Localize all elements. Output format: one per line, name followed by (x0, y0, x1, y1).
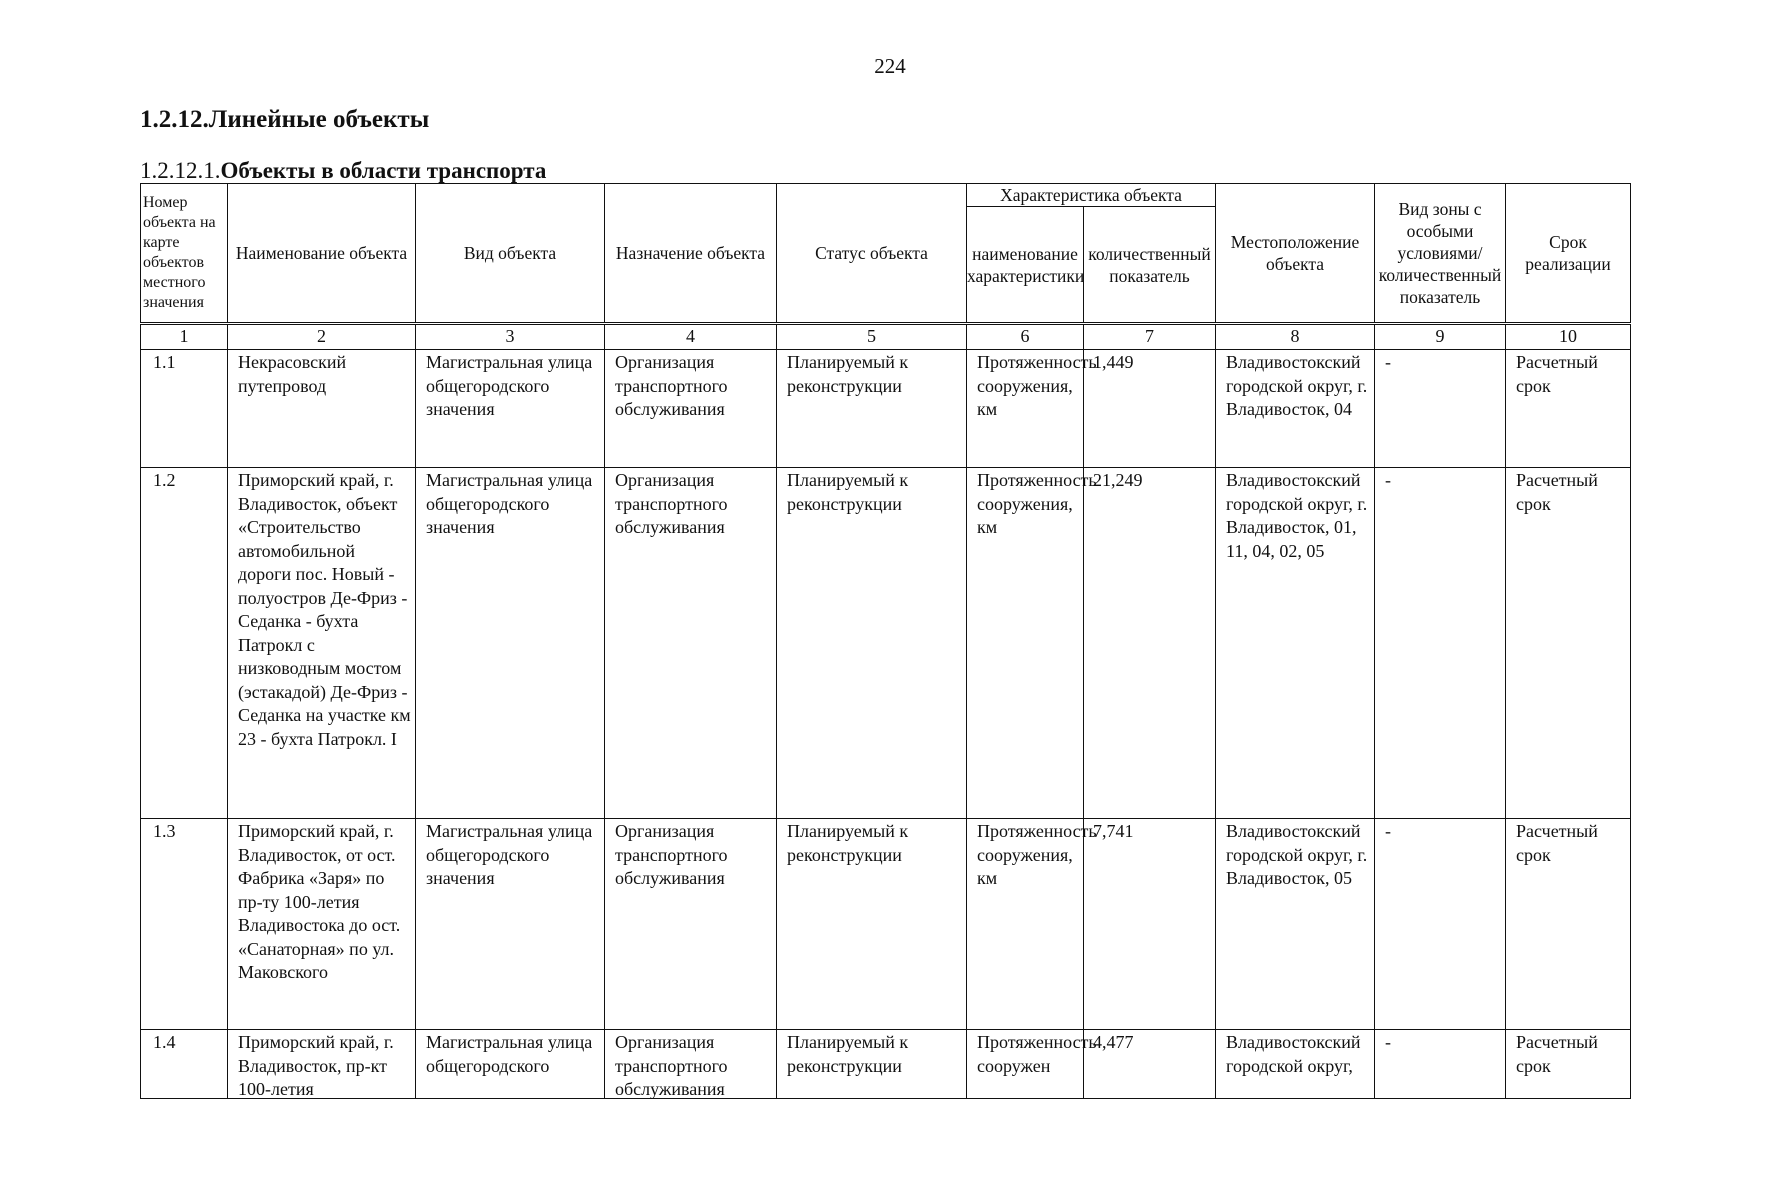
cell-term (1506, 1030, 1631, 1099)
cell-location-text: Владивостокский городской округ, г. Владивосток, 01, 11, 04, 02, 05 (1226, 470, 1368, 561)
cell-status (777, 350, 967, 468)
cell-number-text: 1.4 (153, 1032, 176, 1052)
cell-char-name (967, 350, 1097, 468)
cell-name (228, 350, 416, 468)
cell-name (228, 468, 416, 819)
subsection-title-text: Объекты в области транспорта (220, 158, 547, 183)
section-title (140, 106, 429, 134)
table-row (141, 819, 1631, 1030)
cell-char-value (1084, 350, 1216, 468)
cell-name-text: Некрасовский путепровод (238, 352, 347, 396)
cell-type (416, 468, 605, 819)
table-row (141, 350, 1631, 468)
cell-char-name-text: Протяженность сооружения, км (977, 821, 1097, 888)
cell-term-text: Расчетный срок (1516, 1032, 1598, 1076)
header-object-location: Местоположение объекта (1216, 184, 1375, 324)
header-characteristics-group: Характеристика объекта (967, 184, 1216, 207)
cell-term-text: Расчетный срок (1516, 821, 1598, 865)
cell-term (1506, 819, 1631, 1030)
cell-purpose (605, 468, 777, 819)
cell-status-text: Планируемый к реконструкции (787, 1032, 909, 1076)
cell-char-name-text: Протяженность сооружения, км (977, 352, 1097, 419)
transport-objects-table (140, 183, 1631, 1099)
cell-zone-text: - (1385, 352, 1392, 372)
cell-number (141, 468, 228, 819)
table-body (141, 324, 1631, 1099)
header-object-name: Наименование объекта (228, 184, 416, 324)
cell-char-value (1084, 468, 1216, 819)
cell-char-value-text: 21,249 (1093, 470, 1143, 490)
cell-status (777, 819, 967, 1030)
header-object-number: Номер объекта на карте объектов местного значения (141, 184, 228, 324)
cell-name-text: Приморский край, г. Владивосток, пр-кт 100-летия (238, 1032, 394, 1099)
header-object-purpose: Назначение объекта (605, 184, 777, 324)
cell-status-text: Планируемый к реконструкции (787, 470, 909, 514)
cell-purpose-text: Организация транспортного обслуживания (615, 470, 728, 537)
cell-name (228, 1030, 416, 1099)
cell-number (141, 350, 228, 468)
cell-location-text: Владивостокский городской округ, г. Владивосток, 04 (1226, 352, 1368, 419)
cell-status-text: Планируемый к реконструкции (787, 821, 909, 865)
cell-status (777, 468, 967, 819)
header-object-status: Статус объекта (777, 184, 967, 324)
cell-purpose (605, 819, 777, 1030)
cell-name (228, 819, 416, 1030)
cell-purpose (605, 1030, 777, 1099)
cell-zone (1375, 468, 1506, 819)
cell-name-text: Приморский край, г. Владивосток, объект «Строительство автомобильной дороги пос. Новый - полуостров Де-Фриз - Седанка - бухта Патрокл с низководным мостом (эстакадой) Де-Фриз - Седанка на участке км 23 - бухта Патрокл. I (238, 470, 411, 749)
cell-type (416, 1030, 605, 1099)
header-characteristic-value: количественный показатель (1084, 207, 1216, 324)
cell-location (1216, 468, 1375, 819)
column-number: 10 (1506, 324, 1631, 350)
cell-location (1216, 819, 1375, 1030)
cell-char-name (967, 1030, 1097, 1099)
cell-zone-text: - (1385, 821, 1392, 841)
cell-type-text: Магистральная улица общегородского значения (426, 470, 593, 537)
cell-zone (1375, 1030, 1506, 1099)
cell-purpose-text: Организация транспортного обслуживания (615, 821, 728, 888)
cell-status-text: Планируемый к реконструкции (787, 352, 909, 396)
header-object-type: Вид объекта (416, 184, 605, 324)
cell-type (416, 819, 605, 1030)
cell-term (1506, 468, 1631, 819)
cell-type-text: Магистральная улица общегородского значения (426, 352, 593, 419)
cell-number-text: 1.1 (153, 352, 176, 372)
cell-type-text: Магистральная улица общегородского значения (426, 821, 593, 888)
table-header (141, 184, 1631, 324)
cell-zone-text: - (1385, 1032, 1392, 1052)
cell-char-name-text: Протяженность сооружения, км (977, 470, 1097, 537)
column-number: 1 (141, 324, 228, 350)
cell-name-text: Приморский край, г. Владивосток, от ост. Фабрика «Заря» по пр-ту 100-летия Владивостока до ост. «Санаторная» по ул. Маковского (238, 821, 401, 982)
cell-location-text: Владивостокский городской округ, г. Владивосток, 05 (1226, 821, 1368, 888)
cell-term-text: Расчетный срок (1516, 470, 1598, 514)
cell-location (1216, 350, 1375, 468)
cell-location (1216, 1030, 1375, 1099)
cell-term-text: Расчетный срок (1516, 352, 1598, 396)
cell-zone (1375, 350, 1506, 468)
cell-char-value (1084, 1030, 1216, 1099)
cell-status (777, 1030, 967, 1099)
cell-number (141, 1030, 228, 1099)
cell-purpose-text: Организация транспортного обслуживания (615, 352, 728, 419)
column-number: 2 (228, 324, 416, 350)
cell-char-value-text: 4,477 (1093, 1032, 1134, 1052)
header-term: Срок реализации (1506, 184, 1631, 324)
cell-zone-text: - (1385, 470, 1392, 490)
column-number: 5 (777, 324, 967, 350)
cell-zone (1375, 819, 1506, 1030)
cell-type (416, 350, 605, 468)
section-number: 1.2.12. (140, 106, 209, 133)
cell-number-text: 1.3 (153, 821, 176, 841)
cell-char-name-text: Протяженность сооружен (977, 1032, 1097, 1076)
page-number: 224 (874, 54, 906, 78)
column-number: 3 (416, 324, 605, 350)
header-characteristic-name: наименование характеристики (967, 207, 1084, 324)
column-number: 4 (605, 324, 777, 350)
cell-number (141, 819, 228, 1030)
table-row (141, 1030, 1631, 1099)
cell-char-name (967, 819, 1097, 1030)
column-number: 9 (1375, 324, 1506, 350)
cell-purpose (605, 350, 777, 468)
table-row (141, 468, 1631, 819)
cell-char-value (1084, 819, 1216, 1030)
cell-purpose-text: Организация транспортного обслуживания (615, 1032, 728, 1099)
column-number-row (141, 324, 1631, 350)
section-title-text: Линейные объекты (208, 106, 430, 133)
cell-char-name (967, 468, 1097, 819)
header-zone: Вид зоны с особыми условиями/ количественный показатель (1375, 184, 1506, 324)
cell-term (1506, 350, 1631, 468)
cell-number-text: 1.2 (153, 470, 176, 490)
subsection-title (140, 158, 546, 184)
cell-char-value-text: 7,741 (1093, 821, 1134, 841)
subsection-number: 1.2.12.1. (140, 158, 221, 183)
column-number: 6 (967, 324, 1084, 350)
cell-char-value-text: 1,449 (1093, 352, 1134, 372)
column-number: 7 (1084, 324, 1216, 350)
cell-type-text: Магистральная улица общегородского (426, 1032, 593, 1076)
cell-location-text: Владивостокский городской округ, (1226, 1032, 1361, 1076)
column-number: 8 (1216, 324, 1375, 350)
